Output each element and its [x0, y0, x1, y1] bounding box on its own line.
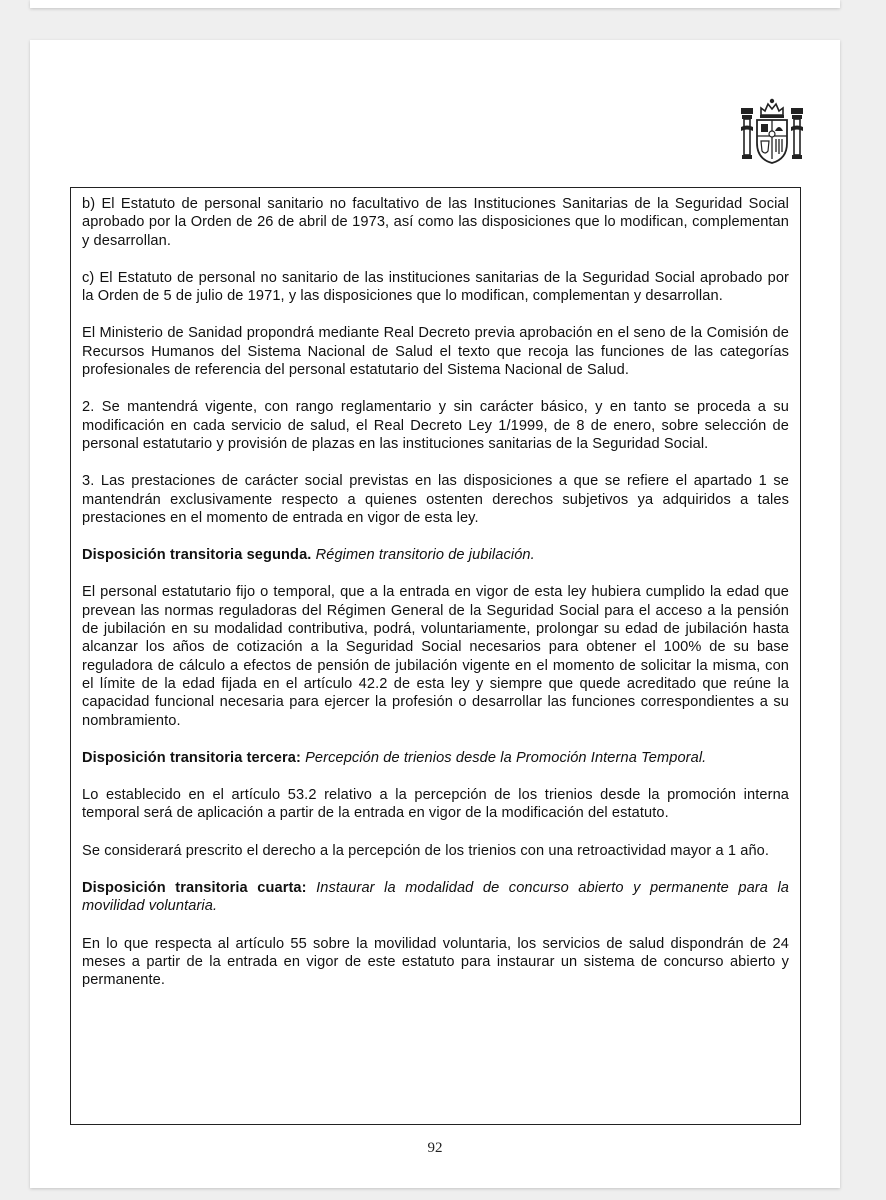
previous-page-edge	[30, 0, 840, 8]
legal-text-box	[70, 187, 801, 1125]
heading-transitoria-segunda	[82, 546, 789, 564]
paragraph-movilidad: En lo que respecta al artículo 55 sobre la movilidad voluntaria, los servicios de salud dispondrán de 24 meses a partir de la entrada en vigor de este estatuto para instaurar un sistema de concurso abierto y permanente.	[82, 935, 789, 989]
paragraph-prescrito: Se considerará prescrito el derecho a la percepción de los trienios con una retroactividad mayor a 1 año.	[82, 842, 770, 859]
heading-transitoria-cuarta	[82, 879, 789, 916]
page-number: 92	[427, 1140, 443, 1156]
heading-bold: Disposición transitoria cuarta:	[82, 880, 307, 897]
document-page	[30, 40, 840, 1188]
paragraph-2: 2. Se mantendrá vigente, con rango reglamentario y sin carácter básico, y en tanto se proceda a su modificación en cada servicio de salud, el Real Decreto Ley 1/1999, de 8 de enero, sobre selección de personal estatutario y provisión de plazas en las instituciones sanitarias de la Seguridad Social.	[82, 399, 789, 452]
paragraph-jubilacion: El personal estatutario fijo o temporal, que a la entrada en vigor de esta ley hubiera cumplido la edad que prevean las normas reguladoras del Régimen General de la Seguridad Social para el acceso a la pensión de jubilación en su modalidad contributiva, podrá, voluntariamente, prolongar su edad de jubilación hasta alcanzar los años de cotización a la Seguridad Social necesarios para obtener el 100% de su base reguladora de cálculo a efectos de pensión de jubilación vigente en el momento de solicitar la misma, con el límite de la edad fijada en el artículo 42.2 de esta ley y siempre que quede acreditado que reúne la capacidad funcional necesaria para ejercer la profesión o desarrollar las funciones correspondientes a su nombramiento.	[82, 584, 789, 729]
heading-bold: Disposición transitoria tercera:	[82, 749, 301, 766]
paragraph-trienios: Lo establecido en el artículo 53.2 relativo a la percepción de los trienios desde la promoción interna temporal será de aplicación a partir de la entrada en vigor de la modificación del estatuto.	[82, 787, 789, 822]
heading-bold: Disposición transitoria segunda.	[82, 547, 312, 564]
paragraph-b: b) El Estatuto de personal sanitario no facultativo de las Instituciones Sanitarias de la Seguridad Social aprobado por la Orden de 26 de abril de 1973, así como las disposiciones que lo modifican, complementan y desarrollan.	[82, 196, 789, 249]
heading-italic: Régimen transitorio de jubilación.	[315, 547, 535, 564]
paragraph-c: c) El Estatuto de personal no sanitario de las instituciones sanitarias de la Seguridad Social aprobado por la Orden de 5 de julio de 1971, y las disposiciones que lo modifican, complementan y desarrollan.	[82, 269, 789, 305]
heading-italic: Percepción de trienios desde la Promoción Interna Temporal.	[305, 749, 707, 766]
heading-italic: Instaurar la modalidad de concurso abierto y permanente para la movilidad voluntaria.	[82, 880, 790, 915]
heading-transitoria-tercera	[82, 749, 789, 767]
paragraph-ministerio: El Ministerio de Sanidad propondrá mediante Real Decreto previa aprobación en el seno de la Comisión de Recursos Humanos del Sistema Nacional de Salud el texto que recoja las funciones de las categorías profesionales de referencia del personal estatutario del Sistema Nacional de Salud.	[82, 325, 789, 379]
coat-of-arms-icon	[741, 97, 803, 165]
paragraph-3: 3. Las prestaciones de carácter social previstas en las disposiciones a que se refiere el apartado 1 se mantendrán exclusivamente respecto a quienes ostenten derechos subjetivos ya adquiridos a tales prestaciones en el momento de entrada en vigor de esta ley.	[82, 473, 789, 526]
